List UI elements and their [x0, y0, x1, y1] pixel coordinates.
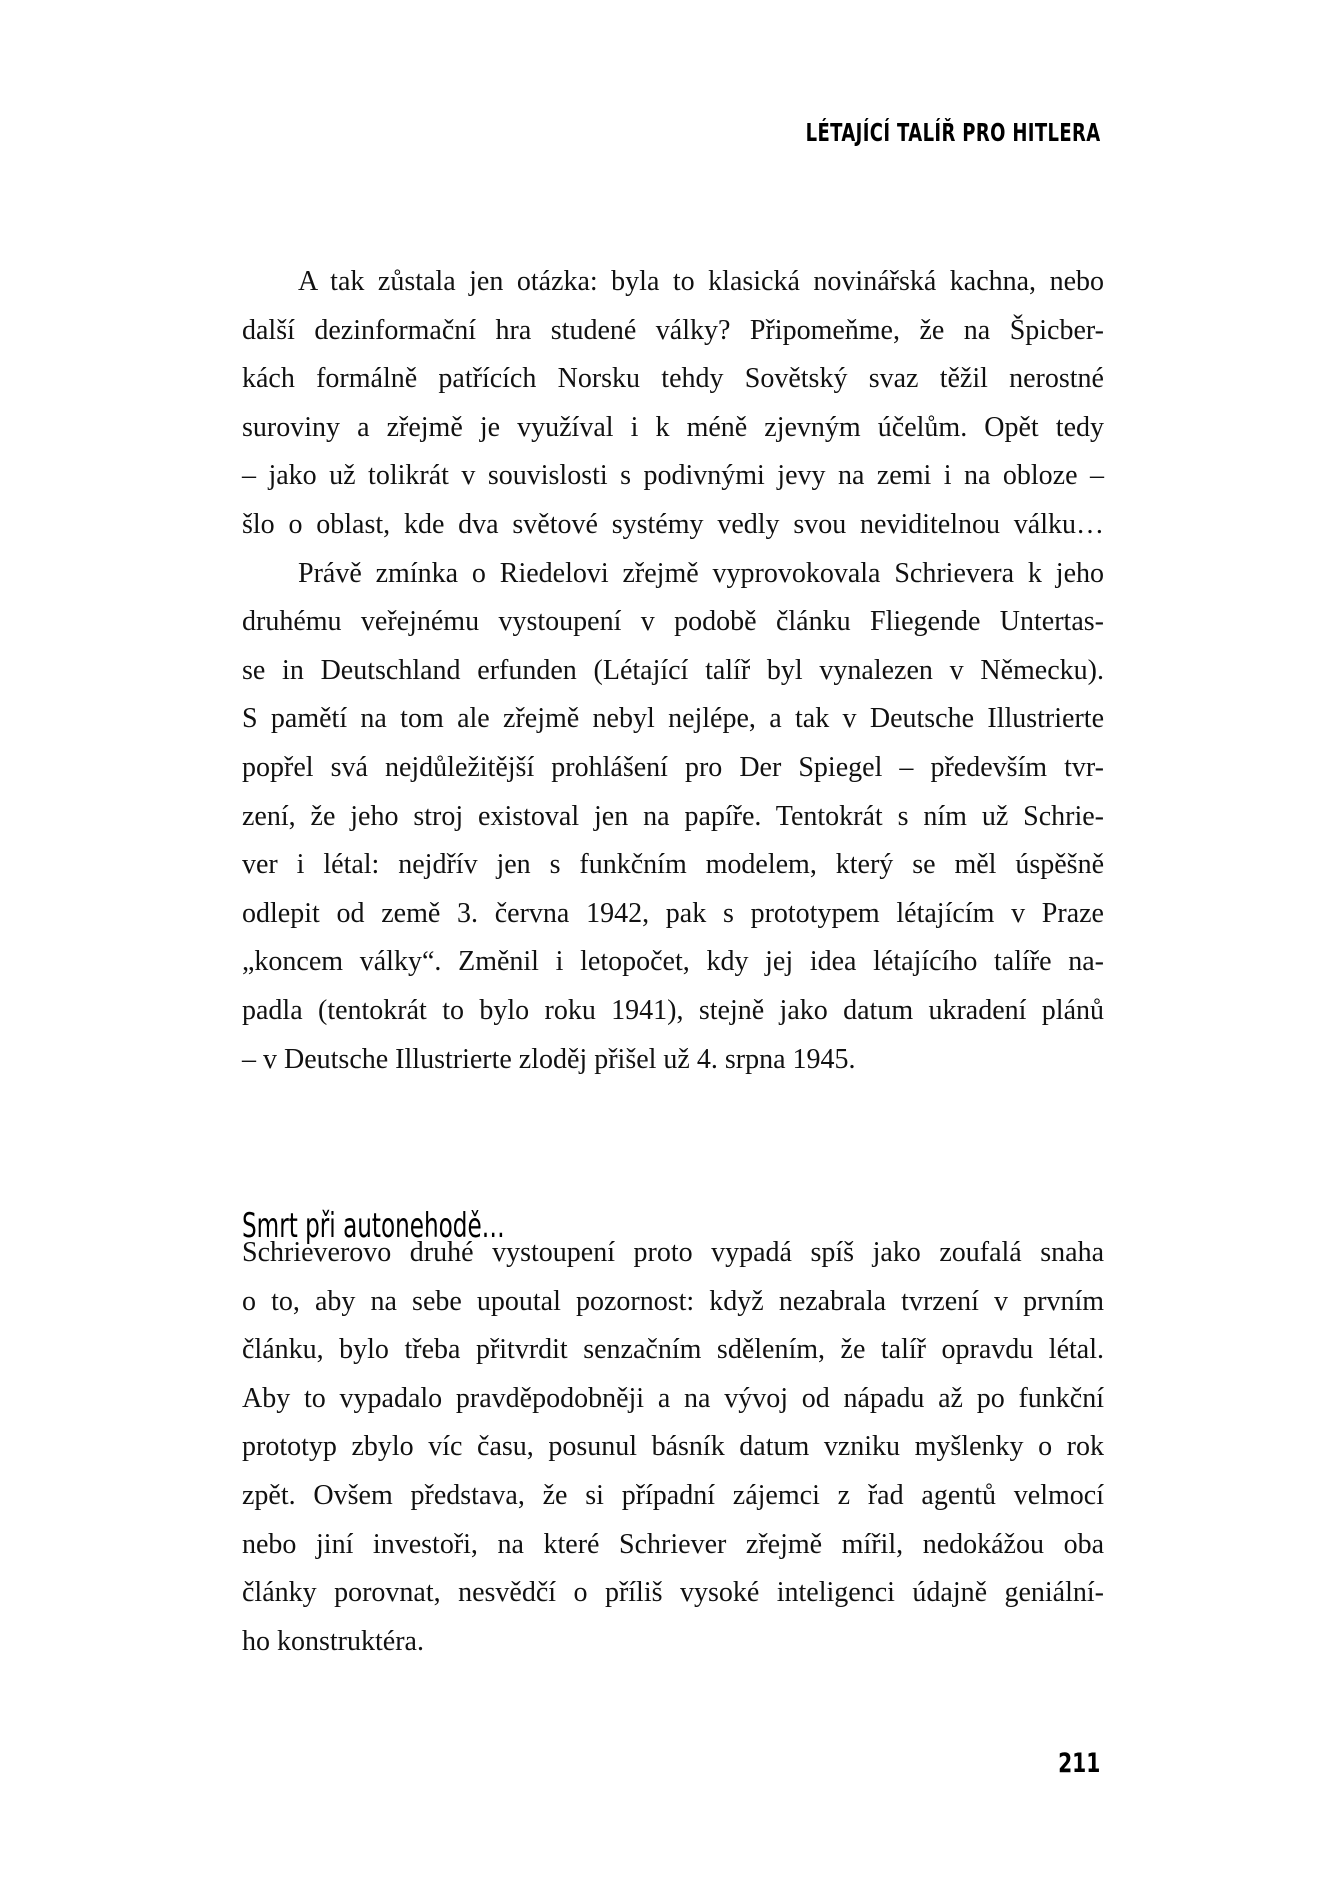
text-line: druhému veřejnému vystoupení v podobě článku Fliegende Untertas- — [242, 606, 1104, 638]
section-1-body — [242, 258, 1104, 1084]
section-heading: Smrt při autonehodě… — [242, 1206, 505, 1247]
text-line: Schrieverovo druhé vystoupení proto vypadá spíš jako zoufalá snaha — [242, 1237, 1104, 1268]
text-line: suroviny a zřejmě je využíval i k méně zjevným účelům. Opět tedy — [242, 411, 1104, 443]
text-line: ho konstruktéra. — [242, 1625, 424, 1657]
text-line: „koncem války“. Změnil i letopočet, kdy jej idea létajícího talíře na- — [242, 946, 1104, 978]
text-line: ver i létal: nejdřív jen s funkčním modelem, který se měl úspěšně — [242, 849, 1104, 881]
text-line: odlepit od země 3. června 1942, pak s prototypem létajícím v Praze — [242, 897, 1104, 929]
text-line: zpět. Ovšem představa, že si případní zájemci z řad agentů velmocí — [242, 1479, 1104, 1511]
text-line: zení, že jeho stroj existoval jen na papíře. Tentokrát s ním už Schrie- — [242, 800, 1104, 832]
text-line: – jako už tolikrát v souvislosti s podivnými jevy na zemi i na obloze – — [242, 460, 1104, 492]
text-line: šlo o oblast, kde dva světové systémy vedly svou neviditelnou válku… — [242, 508, 1104, 540]
text-line: další dezinformační hra studené války? Připomeňme, že na Špicber- — [242, 314, 1104, 346]
text-line: o to, aby na sebe upoutal pozornost: když nezabrala tvrzení v prvním — [242, 1285, 1104, 1317]
text-line: – v Deutsche Illustrierte zloděj přišel už 4. srpna 1945. — [242, 1043, 856, 1075]
text-line: Právě zmínka o Riedelovi zřejmě vyprovokovala Schrievera k jeho — [298, 557, 1104, 589]
text-line: prototyp zbylo víc času, posunul básník datum vzniku myšlenky o rok — [242, 1431, 1104, 1463]
text-line: nebo jiní investoři, na které Schriever zřejmě mířil, nedokážou oba — [242, 1528, 1104, 1560]
text-line: padla (tentokrát to bylo roku 1941), stejně jako datum ukradení plánů — [242, 994, 1104, 1026]
section-2-body — [242, 1229, 1104, 1666]
text-line: Aby to vypadalo pravděpodobněji a na vývoj od nápadu až po funkční — [242, 1382, 1104, 1414]
page-number: 211 — [1057, 1748, 1100, 1779]
text-line: kách formálně patřících Norsku tehdy Sovětský svaz těžil nerostné — [242, 363, 1104, 395]
paragraph — [242, 258, 1104, 550]
text-line: články porovnat, nesvědčí o příliš vysoké inteligenci údajně geniální- — [242, 1577, 1104, 1609]
text-line: článku, bylo třeba přitvrdit senzačním sdělením, že talíř opravdu létal. — [242, 1334, 1104, 1366]
paragraph — [242, 550, 1104, 1085]
running-header: LÉTAJÍCÍ TALÍŘ PRO HITLERA — [805, 118, 1100, 147]
paragraph — [242, 1229, 1104, 1666]
text-line: A tak zůstala jen otázka: byla to klasická novinářská kachna, nebo — [298, 266, 1104, 297]
text-line: popřel svá nejdůležitější prohlášení pro Der Spiegel – především tvr- — [242, 751, 1104, 783]
text-line: S pamětí na tom ale zřejmě nebyl nejlépe, a tak v Deutsche Illustrierte — [242, 703, 1104, 735]
text-line: se in Deutschland erfunden (Létající talíř byl vynalezen v Německu). — [242, 654, 1104, 686]
